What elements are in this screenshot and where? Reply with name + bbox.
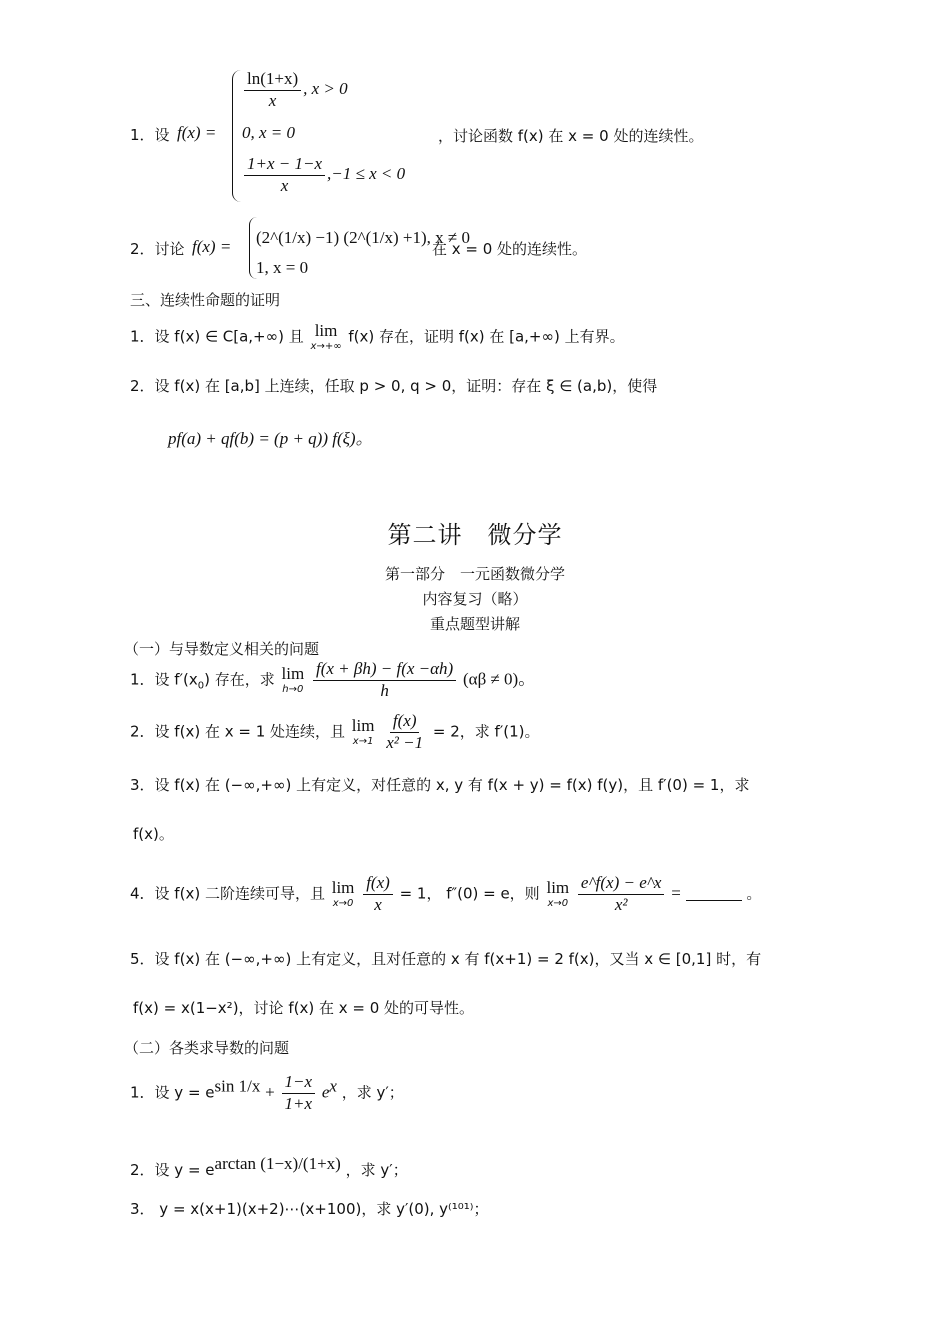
p2-case-2: 1, x = 0 [256,258,309,277]
problem-1-number: 1．设 [130,126,170,144]
problem-2-tail: 在 x = 0 处的连续性。 [432,240,588,258]
subsection-1-title: （一）与导数定义相关的问题 [124,640,320,658]
sub1-q5-line2: f(x) = x(1−x²)，讨论 f(x) 在 x = 0 处的可导性。 [133,999,475,1017]
p2-case-1: (2^(1/x) −1) (2^(1/x) +1), x ≠ 0 [256,228,470,247]
part-title: 第一部分 一元函数微分学 [384,565,565,583]
review-title: 内容复习（略） [422,590,528,608]
section-3-q2-line1: 2．设 f(x) 在 [a,b] 上连续，任取 p > 0, q > 0，证明：存在 ξ ∈ (a,b)，使得 [130,377,658,395]
focus-title: 重点题型讲解 [429,615,520,633]
problem-1-function: f(x) = [177,123,217,142]
sub1-q3-line1: 3．设 f(x) 在 (−∞,+∞) 上有定义，对任意的 x, y 有 f(x + y) = f(x) f(y)，且 f′(0) = 1，求 [130,776,750,794]
sub1-q4: 4．设 f(x) 二阶连续可导，且 lim x→0 $\frac{f(x)}{x}$ = 1， f″(0) = e，则 lim x→0 $\frac{e\^{}f(x) - e\^{}x}{\text{x²}}$ = 。 [130,873,762,914]
subsection-2-title: （二）各类求导数的问题 [124,1039,290,1057]
sub2-q2: 2．设 $y = e^{arctan (1-x)/(1+x)}$ ，求 y′； [130,1154,408,1179]
section-3-q1: 1．设 f(x) ∈ C[a,+∞) 且 lim x→+∞ f(x) 存在，证明 f(x) 在 [a,+∞) 上有界。 [130,321,625,352]
case-1: $\frac{\ln(1+x)}{x}$ , x > 0 [242,70,348,110]
lecture-title: 第二讲 微分学 [387,521,563,549]
sub1-q3-line2: f(x)。 [133,825,174,843]
answer-blank[interactable] [686,888,742,901]
sub2-q3: 3． y = x(x+1)(x+2)⋯(x+100)，求 y′(0), y⁽¹⁰¹⁾； [130,1200,489,1218]
left-brace [232,70,241,202]
sub1-q1: 1．设 $f'(x_0)$ 存在，求 lim h→0 $\frac{f(x + \beta h) - f(x -\alpha h)}{h}$ (αβ ≠ 0)。 [130,659,536,700]
problem-1-tail: ，讨论函数 f(x) 在 x = 0 处的连续性。 [438,127,704,145]
sub1-q5-line1: 5．设 f(x) 在 (−∞,+∞) 上有定义，且对任意的 x 有 f(x+1) = 2 f(x)，又当 x ∈ [0,1] 时，有 [130,950,762,968]
case-3: $\frac{1+x - 1-x}{x}$ ,−1 ≤ x < 0 [242,155,405,195]
section-3-q2-line2: pf(a) + qf(b) = (p + q)) f(ξ)。 [168,429,373,448]
problem-2-number: 2．讨论 [130,240,185,258]
problem-2-function: f(x) = [192,237,232,256]
case-2: 0, x = 0 [242,123,296,142]
section-3-title: 三、连续性命题的证明 [130,291,281,309]
sub1-q2: 2．设 f(x) 在 x = 1 处连续，且 lim x→1 $\frac{f(x)}{\text{x² −1}}$ = 2，求 f′(1)。 [130,711,540,752]
sub2-q1: 1．设 $y = e^{sin 1/x}$ + $\frac{1-x}{1+x}$ $e^x$ ，求 y′； [130,1072,404,1113]
